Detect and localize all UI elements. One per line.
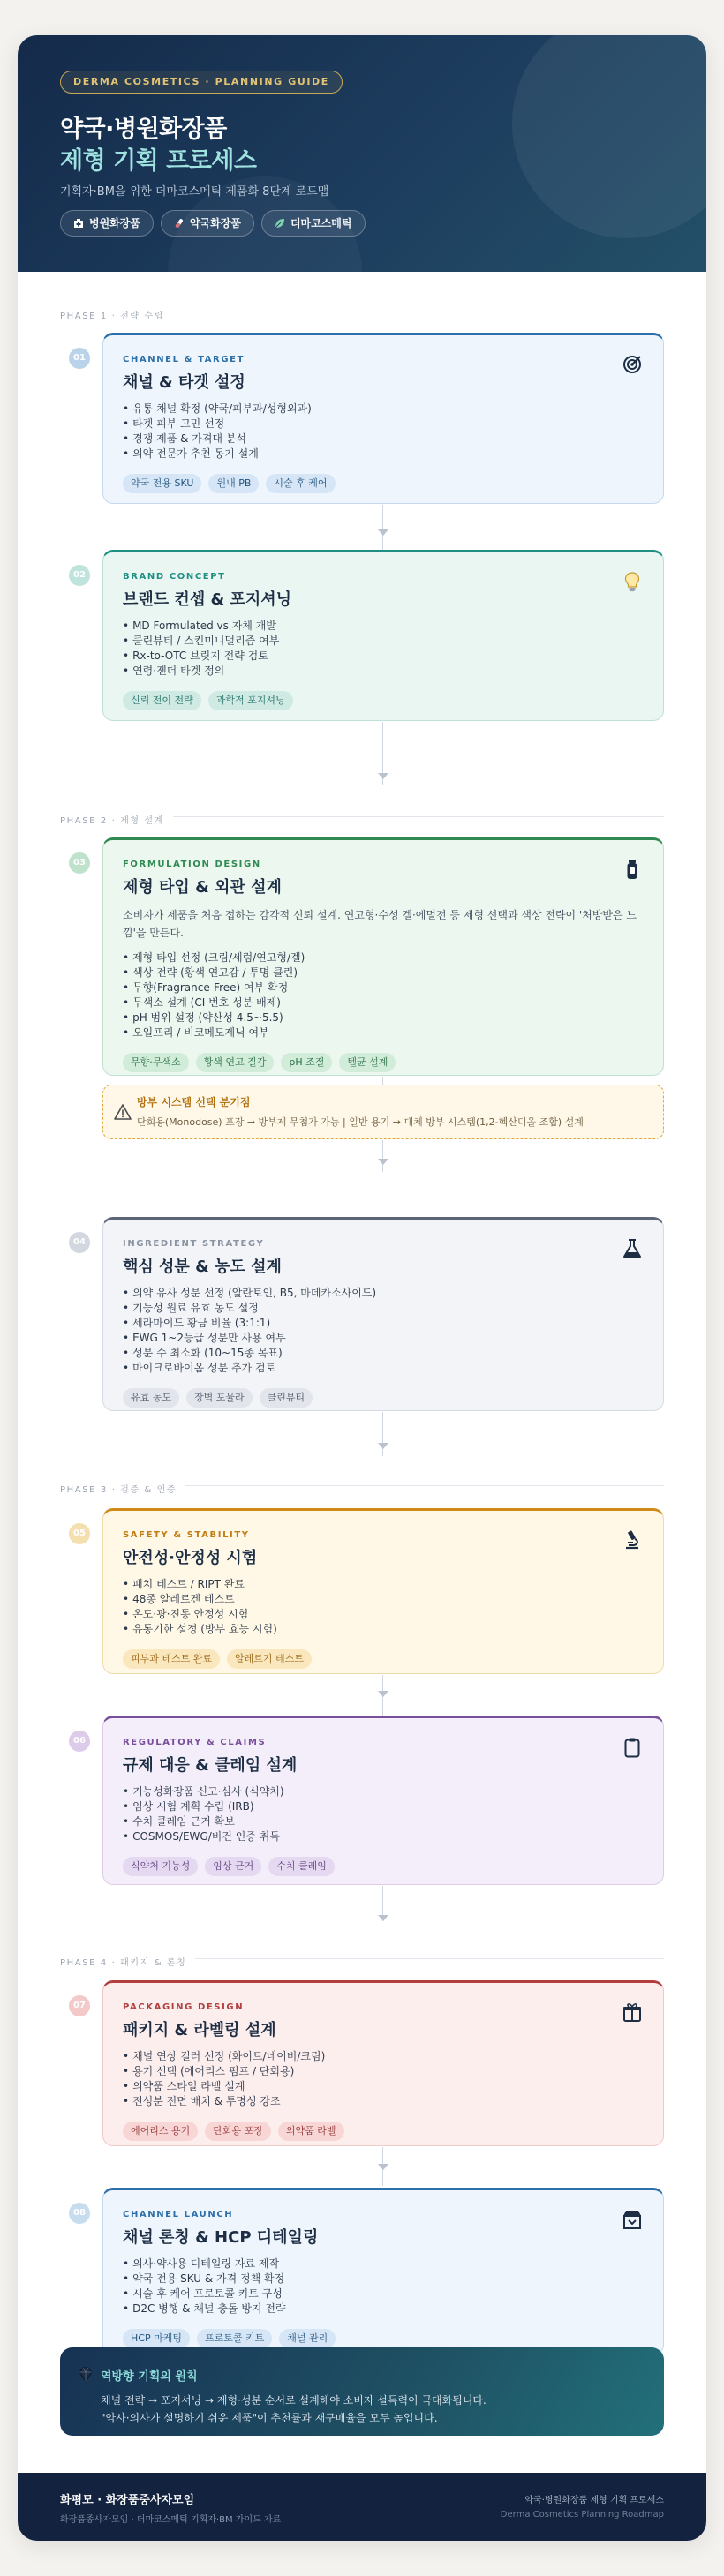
tag: 무향·무색소 [123, 1053, 189, 1072]
footer-right [501, 2492, 664, 2520]
step-tags [123, 2329, 644, 2348]
step-tags [123, 1388, 644, 1408]
step-card-brand-concept [102, 550, 664, 721]
phase-header-1 [60, 305, 664, 319]
list-item: • 오일프리 / 비코메도제닉 여부 [123, 1025, 644, 1040]
tag: 유효 농도 [123, 1388, 179, 1408]
tag: 원내 PB [208, 474, 259, 493]
tag: HCP 마케팅 [123, 2329, 190, 2348]
principle-line: "약사·의사가 설명하기 쉬운 제품"이 추천률과 재구매율을 모두 높입니다. [101, 2412, 438, 2424]
footer-doc-subtitle: Derma Cosmetics Planning Roadmap [500, 2510, 664, 2520]
lightbulb-icon [621, 570, 644, 593]
callout-title: 방부 시스템 선택 분기점 [137, 1096, 251, 1108]
phase-label: PHASE 3 · 검증 & 인증 [60, 1485, 185, 1495]
hospital-icon [73, 218, 84, 229]
list-item: • 성분 수 최소화 (10~15종 목표) [123, 1346, 644, 1361]
tag: 에어리스 용기 [123, 2122, 198, 2141]
phase-header-4 [60, 1952, 664, 1966]
arrow-down-icon [378, 1159, 388, 1165]
step-number-dot: 05 [69, 1523, 90, 1544]
tag: 임상 근거 [205, 1857, 261, 1876]
list-item: • 기능성화장품 신고·심사 (식약처) [123, 1784, 644, 1799]
decorative-orb [512, 35, 706, 238]
phase-label: PHASE 1 · 전략 수립 [60, 312, 173, 321]
list-item: • Rx-to-OTC 브릿지 전략 검토 [123, 649, 644, 664]
arrow-down-icon [378, 529, 388, 536]
list-item: • EWG 1~2등급 성분만 사용 여부 [123, 1331, 644, 1346]
principle-box [60, 2347, 664, 2436]
tag: 단회용 포장 [205, 2122, 271, 2141]
tag: pH 조절 [281, 1053, 332, 1072]
step-number-dot: 02 [69, 565, 90, 586]
arrow-down-icon [378, 773, 388, 779]
step-bullets [123, 1577, 644, 1637]
list-item: • 약국 전용 SKU & 가격 정책 확정 [123, 2272, 644, 2287]
step-tags [123, 691, 644, 710]
step-kicker: BRAND CONCEPT [123, 572, 226, 582]
pill-hospital [60, 210, 154, 237]
footer-brand: 화평모 · 화장품중사자모임 [60, 2494, 195, 2507]
list-item: • 의약 전문가 추천 동기 설계 [123, 447, 644, 462]
step-kicker: INGREDIENT STRATEGY [123, 1239, 265, 1249]
step-bullets [123, 1784, 644, 1844]
bottle-icon [621, 858, 644, 881]
pill-label: 병원화장품 [89, 217, 140, 229]
step-title: 패키지 & 라벨링 설계 [123, 2021, 276, 2039]
footer-doc-title: 약국·병원화장품 제형 기획 프로세스 [524, 2496, 664, 2505]
pill-pharmacy [161, 210, 254, 237]
step-kicker: PACKAGING DESIGN [123, 2002, 245, 2012]
pill-icon [174, 218, 185, 229]
step-kicker: CHANNEL LAUNCH [123, 2210, 234, 2219]
list-item: • 48종 알레르겐 테스트 [123, 1592, 644, 1607]
tag: 의약품 라벨 [278, 2122, 344, 2141]
step-card-packaging [102, 1980, 664, 2146]
arrow-down-icon [378, 2164, 388, 2170]
phase-label: PHASE 2 · 제형 설계 [60, 816, 173, 826]
step-card-ingredient [102, 1217, 664, 1411]
channel-pills [60, 210, 366, 237]
step-tags [123, 1857, 644, 1876]
step-description: 소비자가 제품을 처음 접하는 감각적 신뢰 설계. 연고형·수성 겔·에멀전 등 제형 선택과 색상 전략이 '처방받은 느낌'을 만든다. [123, 909, 637, 939]
step-title: 브랜드 컨셉 & 포지셔닝 [123, 590, 291, 609]
target-icon [621, 353, 644, 376]
list-item: • 의약 유사 성분 선정 (알란토인, B5, 마데카소사이드) [123, 1286, 644, 1301]
page-title-highlight: 제형 기획 프로세스 [60, 147, 257, 175]
step-bullets [123, 1286, 644, 1376]
step-kicker: SAFETY & STABILITY [123, 1530, 250, 1540]
phase-header-2 [60, 810, 664, 824]
list-item: • pH 범위 설정 (약산성 4.5~5.5) [123, 1010, 644, 1025]
connector-line [382, 1412, 383, 1456]
step-bullets [123, 402, 644, 462]
tag: 수치 클레임 [268, 1857, 335, 1876]
tag: 식약처 기능성 [123, 1857, 198, 1876]
step-title: 제형 타입 & 외관 설계 [123, 878, 282, 897]
step-number-dot: 04 [69, 1232, 90, 1253]
decision-callout [102, 1085, 664, 1139]
step-title: 규제 대응 & 클레임 설계 [123, 1756, 298, 1775]
pill-derma [261, 210, 366, 237]
page-card [18, 35, 706, 2541]
gift-icon [621, 2001, 644, 2024]
list-item: • 임상 시험 계획 수립 (IRB) [123, 1799, 644, 1814]
step-tags [123, 1053, 644, 1072]
list-item: • 시술 후 케어 프로토콜 키트 구성 [123, 2287, 644, 2302]
step-title: 채널 론칭 & HCP 디테일링 [123, 2228, 319, 2247]
step-bullets [123, 619, 644, 679]
step-tags [123, 2122, 644, 2141]
callout-text: 단회용(Monodose) 포장 → 방부제 무첨가 가능 | 일반 용기 → 대체 방부 시스템(1,2-헥산디올 조합) 설계 [137, 1116, 584, 1128]
tag: 채널 관리 [279, 2329, 336, 2348]
principle-line: 채널 전략 → 포지셔닝 → 제형·성분 순서로 설계해야 소비자 설득력이 극대화됩니다. [101, 2394, 486, 2407]
gem-icon [76, 2365, 95, 2384]
list-item: • COSMOS/EWG/비건 인증 취득 [123, 1829, 644, 1844]
footer-subtext: 화장품종사자모임 · 더마코스메틱 기획자·BM 가이드 자료 [60, 2515, 282, 2525]
phase-header-3 [60, 1479, 664, 1493]
page-title: 약국·병원화장품 [60, 116, 227, 143]
pill-label: 약국화장품 [189, 217, 241, 229]
list-item: • 무색소 설계 (CI 번호 성분 배제) [123, 995, 644, 1010]
step-kicker: REGULATORY & CLAIMS [123, 1738, 267, 1747]
step-number-dot: 06 [69, 1731, 90, 1752]
step-kicker: CHANNEL & TARGET [123, 355, 245, 364]
footer [18, 2473, 706, 2541]
step-card-safety [102, 1508, 664, 1674]
list-item: • 유통기한 설정 (방부 효능 시험) [123, 1622, 644, 1637]
phase-label: PHASE 4 · 패키지 & 론칭 [60, 1958, 195, 1968]
principle-title: 역방향 기획의 원칙 [101, 2370, 198, 2384]
tag: 장벽 포뮬라 [186, 1388, 253, 1408]
hero-banner [18, 35, 706, 272]
step-tags [123, 1649, 644, 1669]
arrow-down-icon [378, 1915, 388, 1921]
list-item: • 유통 채널 확정 (약국/피부과/성형외과) [123, 402, 644, 417]
list-item: • 세라마이드 황금 비율 (3:1:1) [123, 1316, 644, 1331]
list-item: • D2C 병행 & 채널 충돌 방지 전략 [123, 2302, 644, 2317]
arrow-down-icon [378, 1691, 388, 1697]
step-bullets [123, 950, 644, 1040]
step-number-dot: 07 [69, 1995, 90, 2016]
list-item: • 색상 전략 (황색 연고감 / 투명 클린) [123, 965, 644, 980]
connector-line [382, 1140, 383, 1172]
list-item: • 의사·약사용 디테일링 자료 제작 [123, 2257, 644, 2272]
list-item: • 클린뷰티 / 스킨미니멀리즘 여부 [123, 634, 644, 649]
list-item: • 무향(Fragrance-Free) 여부 확정 [123, 980, 644, 995]
store-icon [621, 2208, 644, 2231]
leaf-icon [275, 218, 285, 229]
tag: 약국 전용 SKU [123, 474, 201, 493]
step-tags [123, 474, 644, 493]
step-card-formulation [102, 837, 664, 1076]
arrow-down-icon [378, 1443, 388, 1449]
tag: 텔균 설계 [339, 1053, 396, 1072]
step-number-dot: 03 [69, 852, 90, 874]
list-item: • 수치 클레임 근거 확보 [123, 1814, 644, 1829]
step-kicker: FORMULATION DESIGN [123, 860, 261, 869]
list-item: • 패치 테스트 / RIPT 완료 [123, 1577, 644, 1592]
list-item: • 채널 연상 컬러 선정 (화이트/네이비/크림) [123, 2049, 644, 2064]
list-item: • 의약품 스타일 라벨 설계 [123, 2079, 644, 2094]
step-card-channel-target [102, 333, 664, 504]
step-number-dot: 01 [69, 348, 90, 369]
flask-icon [621, 1237, 644, 1260]
tag: 황색 연고 질감 [196, 1053, 275, 1072]
step-bullets [123, 2257, 644, 2317]
step-card-regulatory [102, 1716, 664, 1885]
list-item: • 마이크로바이옴 성분 추가 검토 [123, 1361, 644, 1376]
tag: 신뢰 전이 전략 [123, 691, 201, 710]
page-subtitle: 기획자·BM을 위한 더마코스메틱 제품화 8단계 로드맵 [60, 185, 329, 199]
list-item: • 온도·광·진동 안정성 시험 [123, 1607, 644, 1622]
list-item: • 타겟 피부 고민 선정 [123, 417, 644, 432]
list-item: • 경쟁 제품 & 가격대 분석 [123, 432, 644, 447]
list-item: • 전성분 전면 배치 & 투명성 강조 [123, 2094, 644, 2109]
tag: 알레르기 테스트 [227, 1649, 312, 1669]
step-title: 핵심 성분 & 농도 설계 [123, 1258, 282, 1276]
step-card-launch [102, 2188, 664, 2355]
step-title: 채널 & 타겟 설정 [123, 373, 245, 392]
list-item: • 연령·젠더 타겟 정의 [123, 664, 644, 679]
microscope-icon [621, 1528, 644, 1551]
clipboard-icon [621, 1736, 644, 1759]
list-item: • 용기 선택 (에어리스 펌프 / 단회용) [123, 2064, 644, 2079]
eyebrow-badge: DERMA COSMETICS · PLANNING GUIDE [60, 71, 343, 94]
step-number-dot: 08 [69, 2203, 90, 2224]
list-item: • 제형 타입 선정 (크림/세럼/연고형/겔) [123, 950, 644, 965]
warning-icon [114, 1103, 132, 1121]
pill-label: 더마코스메틱 [290, 217, 352, 229]
tag: 피부과 테스트 완료 [123, 1649, 220, 1669]
list-item: • 기능성 원료 유효 농도 설정 [123, 1301, 644, 1316]
step-title: 안전성·안정성 시험 [123, 1549, 258, 1567]
step-bullets [123, 2049, 644, 2109]
tag: 클린뷰티 [260, 1388, 313, 1408]
tag: 프로토콜 키트 [197, 2329, 272, 2348]
tag: 과학적 포지셔닝 [208, 691, 293, 710]
list-item: • MD Formulated vs 자체 개발 [123, 619, 644, 634]
tag: 시술 후 케어 [266, 474, 335, 493]
